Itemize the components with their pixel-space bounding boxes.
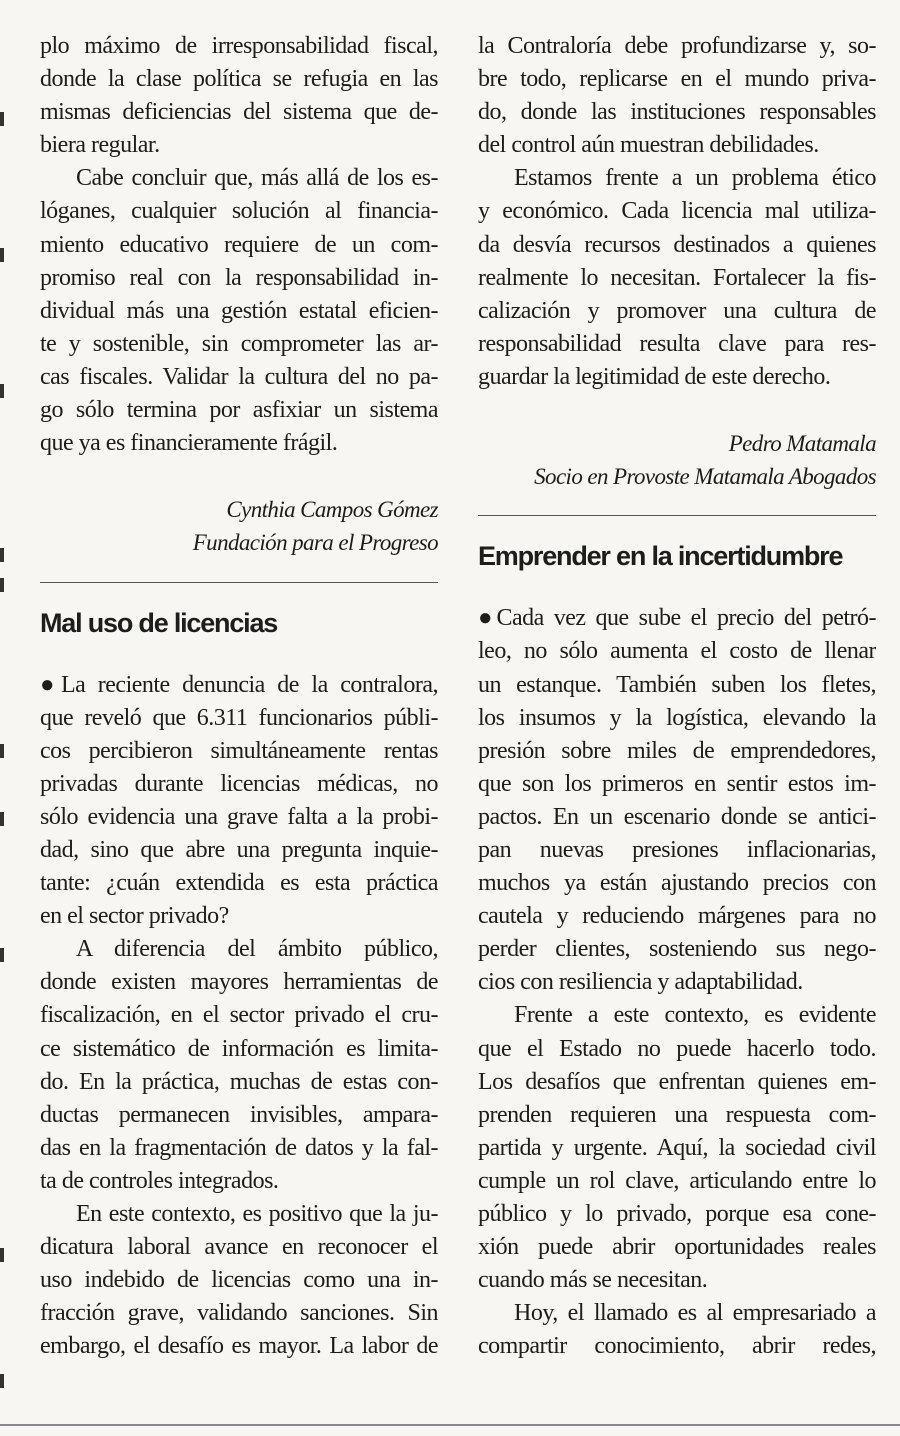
- text-line: ta de controles integrados.: [40, 1167, 279, 1194]
- text-line: cas fiscales. Validar la cultura del no pa-: [40, 363, 438, 390]
- text-line: guardar la legitimidad de este derecho.: [478, 363, 831, 390]
- text-line: un estanque. También suben los fletes,: [478, 671, 876, 698]
- text-line: cios con resiliencia y adaptabilidad.: [478, 969, 803, 996]
- text-line: mismas deficiencias del sistema que de-: [40, 99, 438, 126]
- right-column: [478, 30, 876, 1363]
- text-line: ●Cada vez que sube el precio del petró-: [478, 605, 876, 632]
- author-organization: Fundación para el Progreso: [192, 530, 438, 556]
- right-article-continuation: [478, 30, 876, 394]
- text-line: público y lo privado, porque esa cone-: [478, 1201, 876, 1227]
- text-line: perder clientes, sosteniendo sus nego-: [478, 936, 876, 963]
- spacer: [40, 643, 438, 669]
- article-body: [40, 669, 438, 1364]
- text-line: do, donde las instituciones responsables: [478, 99, 876, 126]
- article-headline: Mal uso de licencias: [40, 607, 278, 638]
- section-divider: [40, 582, 438, 583]
- text-line: cumple un rol clave, articulando entre lo: [478, 1167, 876, 1194]
- author-name: Cynthia Campos Gómez: [226, 497, 438, 523]
- text-line: xión puede abrir oportunidades reales: [478, 1234, 876, 1261]
- text-line: presión sobre miles de emprendedores,: [478, 737, 876, 764]
- text-line: pactos. En un escenario donde se antici-: [478, 803, 876, 830]
- text-line: go sólo termina por asfixiar un sistema: [40, 397, 438, 424]
- spacer: [478, 394, 876, 427]
- text-line: En este contexto, es positivo que la ju-: [76, 1201, 438, 1227]
- text-line: ductas permanecen invisibles, ampara-: [40, 1101, 438, 1128]
- spacer: [40, 460, 438, 493]
- text-line: dividual más una gestión estatal eficien-: [40, 297, 438, 324]
- text-line: lóganes, cualquier solución al financia-: [40, 198, 438, 225]
- text-line: Cabe concluir que, más allá de los es-: [76, 165, 438, 192]
- text-line: los insumos y la logística, elevando la: [478, 704, 876, 731]
- text-line: que ya es financieramente frágil.: [40, 430, 338, 457]
- text-line: responsabilidad resulta clave para res-: [478, 330, 876, 357]
- text-line: donde existen mayores herramientas de: [40, 969, 438, 996]
- text-line: cuando más se necesitan.: [478, 1267, 708, 1294]
- text-line: prenden requieren una respuesta com-: [478, 1101, 876, 1128]
- text-line: tante: ¿cuán extendida es esta práctica: [40, 870, 438, 897]
- text-line: dad, sino que abre una pregunta inquie-: [40, 836, 438, 863]
- text-line: leo, no sólo aumenta el costo de llenar: [478, 638, 876, 665]
- text-line: y económico. Cada licencia mal utiliza-: [478, 198, 876, 225]
- text-line: Los desafíos que enfrentan quienes em-: [478, 1068, 876, 1095]
- text-line: embargo, el desafío es mayor. La labor de: [40, 1333, 438, 1360]
- text-line: Estamos frente a un problema ético: [514, 165, 876, 192]
- text-line: en el sector privado?: [40, 903, 229, 930]
- text-line: das en la fragmentación de datos y la fal-: [40, 1134, 438, 1161]
- text-line: pan nuevas presiones inflacionarias,: [478, 836, 876, 863]
- text-line: sólo evidencia una grave falta a la probi-: [40, 803, 438, 830]
- text-line: cautela y reduciendo márgenes para no: [478, 903, 876, 930]
- text-line: biera regular.: [40, 132, 160, 159]
- text-line: ce sistemático de información es limita-: [40, 1035, 438, 1062]
- text-line: fracción grave, validando sanciones. Sin: [40, 1300, 438, 1327]
- text-line: dicatura laboral avance en reconocer el: [40, 1234, 438, 1261]
- text-line: compartir conocimiento, abrir redes,: [478, 1333, 876, 1360]
- text-line: que el Estado no puede hacerlo todo.: [478, 1035, 876, 1062]
- text-line: miento educativo requiere de un com-: [40, 231, 438, 258]
- text-line: donde la clase política se refugia en las: [40, 66, 438, 93]
- text-line: que son los primeros en sentir estos im-: [478, 770, 876, 797]
- text-line: calización y promover una cultura de: [478, 297, 876, 324]
- text-line: da desvía recursos destinados a quienes: [478, 231, 876, 258]
- page-bottom-rule: [0, 1424, 900, 1426]
- text-line: promiso real con la responsabilidad in-: [40, 264, 438, 291]
- text-line: Hoy, el llamado es al empresariado a: [514, 1300, 876, 1327]
- page-edge-marks: [0, 0, 6, 1436]
- article-body: [478, 602, 876, 1363]
- text-line: ●La reciente denuncia de la contralora,: [40, 671, 438, 698]
- text-line: partida y urgente. Aquí, la sociedad civil: [478, 1134, 876, 1161]
- text-line: A diferencia del ámbito público,: [76, 936, 438, 963]
- text-line: uso indebido de licencias como una in-: [40, 1267, 438, 1294]
- article-headline: Emprender en la incertidumbre: [478, 541, 843, 572]
- text-line: te y sostenible, sin comprometer las ar-: [40, 330, 438, 357]
- text-line: bre todo, replicarse en el mundo priva-: [478, 66, 876, 93]
- text-line: plo máximo de irresponsabilidad fiscal,: [40, 33, 438, 59]
- text-line: do. En la práctica, muchas de estas con-: [40, 1068, 438, 1095]
- text-line: la Contraloría debe profundizarse y, so-: [478, 33, 876, 59]
- spacer: [478, 576, 876, 602]
- left-column: [40, 30, 438, 1363]
- text-line: que reveló que 6.311 funcionarios públi-: [40, 704, 438, 731]
- left-article-continuation: [40, 30, 438, 460]
- text-line: del control aún muestran debilidades.: [478, 132, 819, 159]
- section-divider: [478, 515, 876, 516]
- text-line: cos percibieron simultáneamente rentas: [40, 737, 438, 764]
- author-name: Pedro Matamala: [728, 431, 876, 457]
- text-line: realmente lo necesitan. Fortalecer la fis-: [478, 264, 876, 291]
- text-line: fiscalización, en el sector privado el cru-: [40, 1002, 438, 1029]
- author-organization: Socio en Provoste Matamala Abogados: [534, 464, 876, 490]
- text-line: privadas durante licencias médicas, no: [40, 770, 438, 797]
- text-line: Frente a este contexto, es evidente: [514, 1002, 876, 1029]
- text-line: muchos ya están ajustando precios con: [478, 870, 876, 897]
